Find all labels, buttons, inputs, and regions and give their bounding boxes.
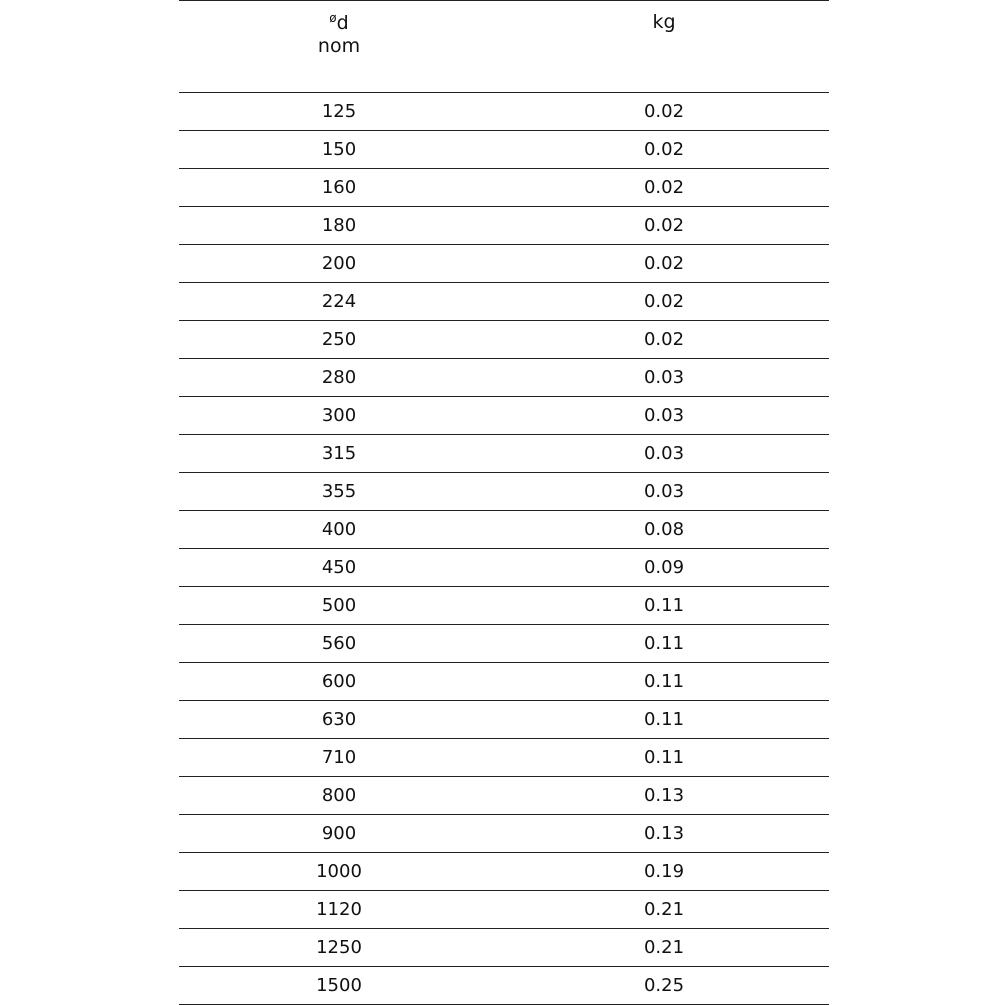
cell-weight: 0.11 [499, 625, 829, 663]
cell-weight: 0.21 [499, 891, 829, 929]
table-row [179, 93, 829, 131]
cell-weight: 0.08 [499, 511, 829, 549]
cell-diameter: 800 [179, 777, 499, 815]
table-row [179, 625, 829, 663]
table-row [179, 321, 829, 359]
table-row [179, 435, 829, 473]
cell-weight: 0.03 [499, 359, 829, 397]
table-row [179, 397, 829, 435]
cell-weight: 0.11 [499, 663, 829, 701]
diameter-symbol: ø [329, 11, 337, 25]
cell-diameter: 125 [179, 93, 499, 131]
cell-diameter: 1250 [179, 929, 499, 967]
cell-diameter: 250 [179, 321, 499, 359]
cell-weight: 0.09 [499, 549, 829, 587]
cell-weight: 0.13 [499, 777, 829, 815]
header-weight: kg [499, 1, 829, 93]
cell-diameter: 900 [179, 815, 499, 853]
cell-diameter: 150 [179, 131, 499, 169]
cell-diameter: 200 [179, 245, 499, 283]
table-row [179, 473, 829, 511]
table-row [179, 777, 829, 815]
cell-weight: 0.02 [499, 283, 829, 321]
cell-weight: 0.25 [499, 967, 829, 1005]
cell-diameter: 280 [179, 359, 499, 397]
table-row [179, 891, 829, 929]
cell-diameter: 355 [179, 473, 499, 511]
cell-diameter: 1120 [179, 891, 499, 929]
cell-diameter: 500 [179, 587, 499, 625]
cell-weight: 0.11 [499, 739, 829, 777]
cell-diameter: 600 [179, 663, 499, 701]
table-row [179, 169, 829, 207]
table-body [179, 93, 829, 1005]
cell-diameter: 224 [179, 283, 499, 321]
table-row [179, 967, 829, 1005]
header-diameter-sub: nom [317, 35, 361, 57]
table-row [179, 853, 829, 891]
header-diameter [179, 1, 499, 93]
cell-diameter: 160 [179, 169, 499, 207]
cell-weight: 0.02 [499, 169, 829, 207]
cell-diameter: 180 [179, 207, 499, 245]
cell-weight: 0.02 [499, 245, 829, 283]
cell-diameter: 450 [179, 549, 499, 587]
cell-diameter: 710 [179, 739, 499, 777]
cell-diameter: 1500 [179, 967, 499, 1005]
cell-weight: 0.02 [499, 93, 829, 131]
table-row [179, 663, 829, 701]
table-row [179, 549, 829, 587]
cell-weight: 0.03 [499, 397, 829, 435]
header-diameter-main [179, 7, 499, 35]
cell-weight: 0.19 [499, 853, 829, 891]
cell-weight: 0.11 [499, 701, 829, 739]
cell-weight: 0.02 [499, 207, 829, 245]
cell-weight: 0.11 [499, 587, 829, 625]
table-row [179, 815, 829, 853]
cell-diameter: 400 [179, 511, 499, 549]
cell-weight: 0.02 [499, 131, 829, 169]
cell-weight: 0.02 [499, 321, 829, 359]
table-row [179, 283, 829, 321]
diameter-letter: d [336, 12, 349, 34]
cell-diameter: 560 [179, 625, 499, 663]
table-row [179, 739, 829, 777]
cell-weight: 0.03 [499, 435, 829, 473]
cell-weight: 0.21 [499, 929, 829, 967]
weight-table [179, 0, 829, 1005]
cell-weight: 0.13 [499, 815, 829, 853]
table-header [179, 1, 829, 93]
cell-diameter: 1000 [179, 853, 499, 891]
cell-diameter: 300 [179, 397, 499, 435]
header-row [179, 1, 829, 93]
table-row [179, 929, 829, 967]
table-row [179, 207, 829, 245]
cell-weight: 0.03 [499, 473, 829, 511]
cell-diameter: 630 [179, 701, 499, 739]
table-row [179, 701, 829, 739]
table-row [179, 359, 829, 397]
weight-table-container [179, 0, 829, 1005]
table-row [179, 131, 829, 169]
table-row [179, 511, 829, 549]
cell-diameter: 315 [179, 435, 499, 473]
table-row [179, 587, 829, 625]
table-row [179, 245, 829, 283]
